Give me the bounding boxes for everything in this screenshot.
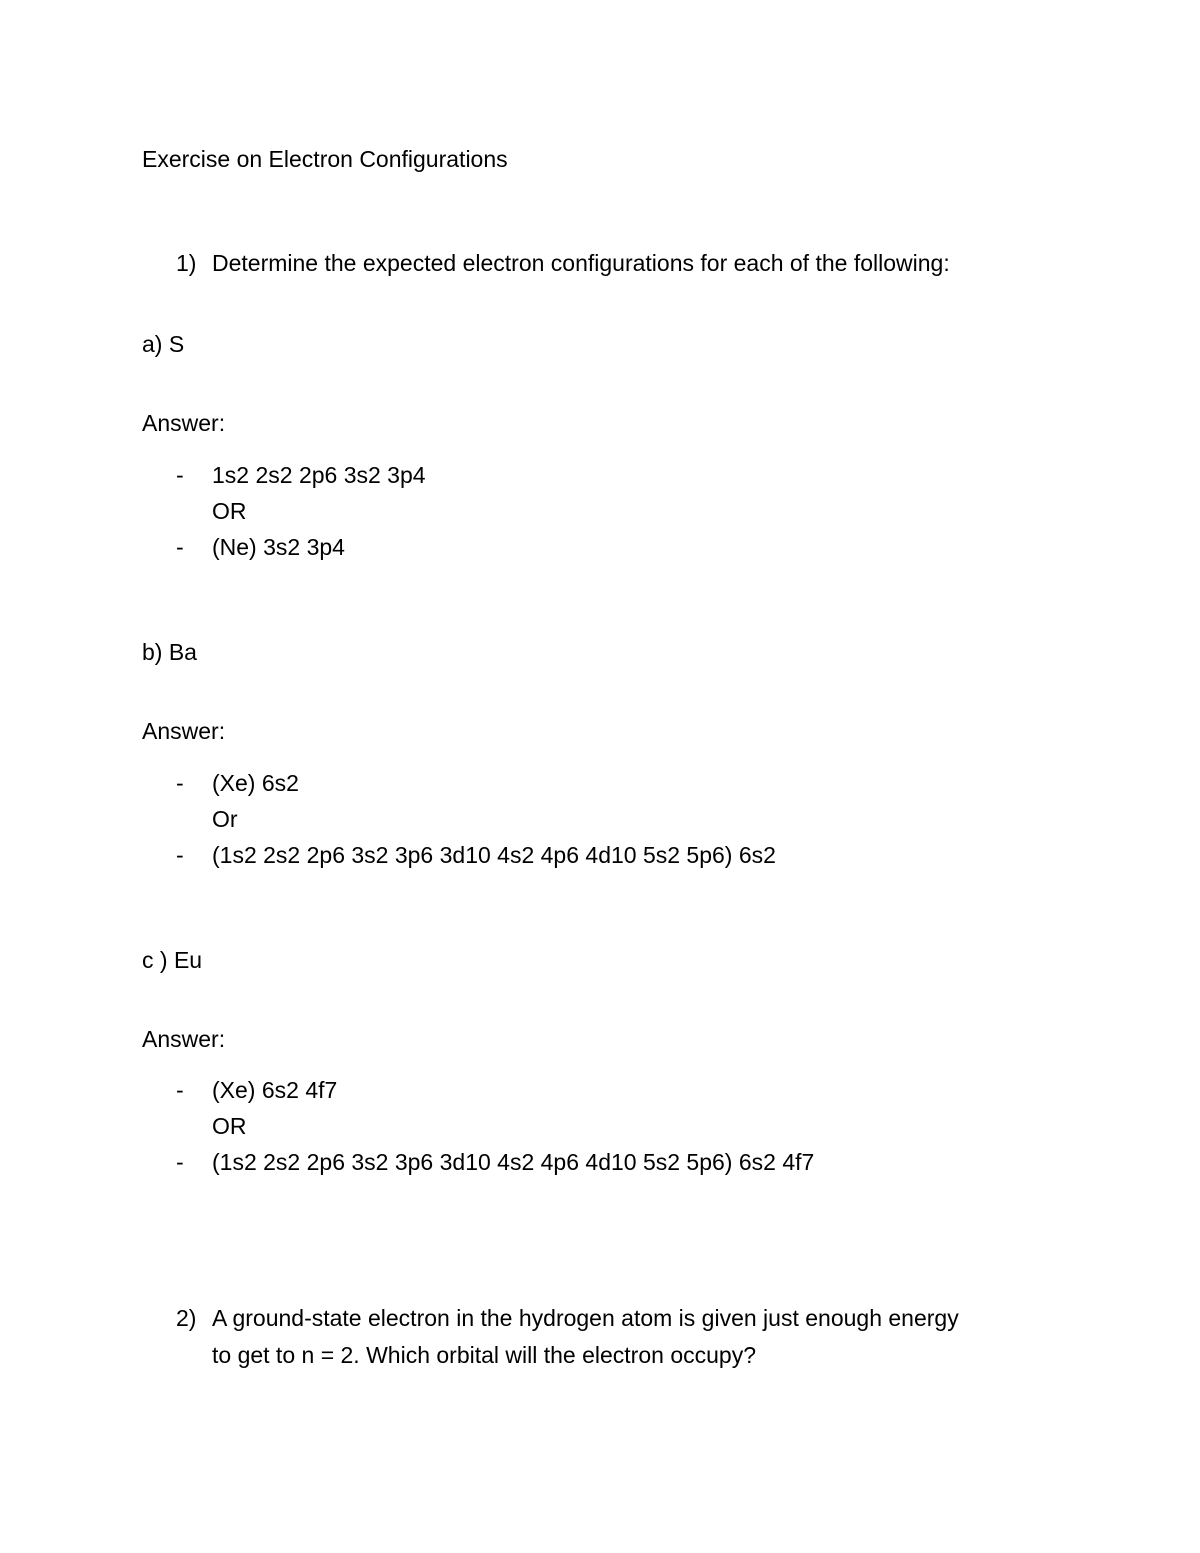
question-1-text: Determine the expected electron configurations for each of the following:	[212, 250, 950, 276]
part-c-bullet-2: -	[176, 1149, 184, 1175]
part-b-answer-1: (Xe) 6s2	[212, 770, 299, 796]
part-c-label: c ) Eu	[142, 947, 203, 973]
part-c-answer-label: Answer:	[142, 1026, 226, 1052]
question-1-number: 1)	[176, 250, 197, 276]
question-2-line-1: A ground-state electron in the hydrogen atom is given just enough energy	[212, 1305, 959, 1331]
part-a-answer-1: 1s2 2s2 2p6 3s2 3p4	[212, 462, 426, 488]
part-b-separator: Or	[212, 806, 238, 832]
part-a-answer-label: Answer:	[142, 410, 226, 436]
part-a-bullet-1: -	[176, 462, 184, 488]
question-2-line-2: to get to n = 2. Which orbital will the electron occupy?	[212, 1342, 756, 1368]
part-b-label: b) Ba	[142, 639, 197, 665]
part-b-answer-label: Answer:	[142, 718, 226, 744]
document-title: Exercise on Electron Configurations	[142, 146, 508, 172]
part-b-bullet-2: -	[176, 842, 184, 868]
part-c-separator: OR	[212, 1113, 247, 1139]
part-c-bullet-1: -	[176, 1077, 184, 1103]
part-c-answer-2: (1s2 2s2 2p6 3s2 3p6 3d10 4s2 4p6 4d10 5s2 5p6) 6s2 4f7	[212, 1149, 815, 1175]
part-c-answer-1: (Xe) 6s2 4f7	[212, 1077, 338, 1103]
part-a-bullet-2: -	[176, 534, 184, 560]
part-b-bullet-1: -	[176, 770, 184, 796]
question-2-number: 2)	[176, 1305, 197, 1331]
part-b-answer-2: (1s2 2s2 2p6 3s2 3p6 3d10 4s2 4p6 4d10 5s2 5p6) 6s2	[212, 842, 776, 868]
part-a-label: a) S	[142, 331, 185, 357]
part-a-answer-2: (Ne) 3s2 3p4	[212, 534, 345, 560]
part-a-separator: OR	[212, 498, 247, 524]
